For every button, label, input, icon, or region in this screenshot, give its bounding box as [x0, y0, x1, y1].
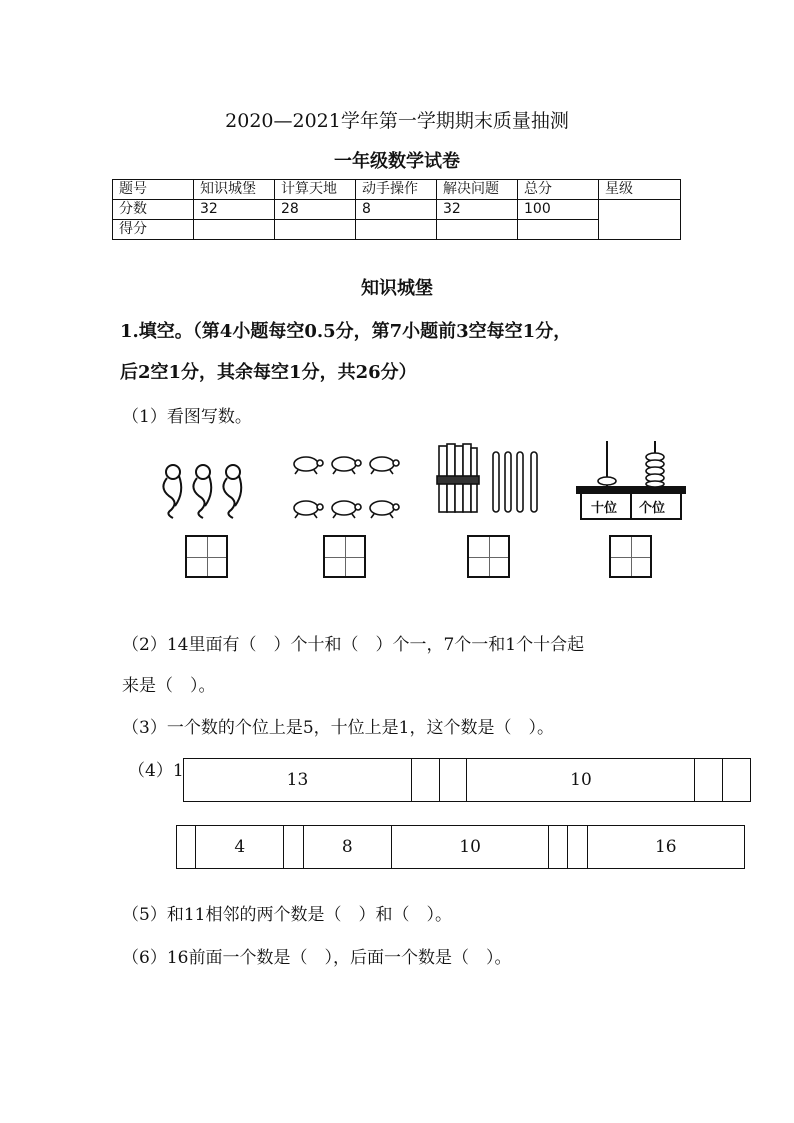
- score-cell: 得分: [113, 220, 194, 240]
- sequence-cell[interactable]: [568, 826, 587, 869]
- turtle-icon: [370, 457, 399, 474]
- question-1-line1: 1.填空。（第4小题每空0.5分，第7小题前3空每空1分，: [120, 321, 572, 342]
- abacus-picture: [575, 437, 687, 522]
- sticks-picture: [435, 440, 550, 520]
- turtle-icon: [370, 501, 399, 518]
- sequence-cell[interactable]: [695, 759, 723, 802]
- number-sequence-row-2: [176, 825, 745, 869]
- sequence-cell[interactable]: 10: [391, 826, 548, 869]
- stick-icon: [493, 452, 499, 512]
- turtles-picture: [288, 452, 403, 524]
- answer-box[interactable]: [609, 535, 652, 578]
- abacus-tens-label: 十位: [591, 501, 618, 516]
- sequence-cell[interactable]: 13: [184, 759, 412, 802]
- turtle-icon: [332, 501, 361, 518]
- score-cell: 解决问题: [437, 180, 518, 200]
- question-1-6: （6）16前面一个数是（ ），后面一个数是（ ）。: [122, 948, 512, 968]
- score-cell: 知识城堡: [194, 180, 275, 200]
- score-table: [112, 179, 681, 240]
- sequence-cell[interactable]: [284, 826, 303, 869]
- question-1-3: （3）一个数的个位上是5，十位上是1，这个数是（ ）。: [122, 718, 554, 738]
- score-cell: 32: [437, 200, 518, 220]
- sequence-cell[interactable]: [177, 826, 196, 869]
- score-cell: [194, 220, 275, 240]
- sequence-cell[interactable]: 16: [587, 826, 744, 869]
- turtle-icon: [332, 457, 361, 474]
- score-cell: [275, 220, 356, 240]
- score-cell: [437, 220, 518, 240]
- score-cell: 28: [275, 200, 356, 220]
- score-cell: 动手操作: [356, 180, 437, 200]
- stick-icon: [505, 452, 511, 512]
- score-cell: 8: [356, 200, 437, 220]
- score-cell: 100: [518, 200, 599, 220]
- sequence-cell[interactable]: 4: [196, 826, 284, 869]
- abacus-bead-icon: [646, 481, 664, 487]
- question-1-line2: 后2空1分，其余每空1分，共26分）: [120, 362, 417, 383]
- question-1-2-line1: （2）14里面有（ ）个十和（ ）个一，7个一和1个十合起: [122, 635, 585, 655]
- exam-subtitle: 一年级数学试卷: [334, 151, 460, 172]
- seahorse-icon: [193, 465, 211, 518]
- seahorse-picture: [155, 460, 255, 520]
- turtle-icon: [294, 457, 323, 474]
- score-cell: 题号: [113, 180, 194, 200]
- score-cell: 星级: [599, 180, 681, 200]
- question-1-5: （5）和11相邻的两个数是（ ）和（ ）。: [122, 905, 452, 925]
- question-1-4-label: （4）1: [128, 761, 184, 781]
- sequence-cell[interactable]: 8: [303, 826, 391, 869]
- answer-box[interactable]: [323, 535, 366, 578]
- section-title: 知识城堡: [361, 278, 433, 299]
- sequence-cell[interactable]: [439, 759, 467, 802]
- sequence-cell[interactable]: [723, 759, 751, 802]
- abacus-bead-icon: [598, 477, 616, 485]
- question-1-1: （1）看图写数。: [122, 407, 252, 427]
- score-table-earned-row: [113, 220, 681, 240]
- seahorse-icon: [223, 465, 241, 518]
- seahorse-icon: [163, 465, 181, 518]
- score-table-points-row: [113, 200, 681, 220]
- number-sequence-row-1: [183, 758, 751, 802]
- answer-box[interactable]: [185, 535, 228, 578]
- sequence-cell[interactable]: [549, 826, 568, 869]
- abacus-ones-label: 个位: [639, 501, 666, 516]
- star-rating-cell: [599, 200, 681, 240]
- score-cell: [356, 220, 437, 240]
- score-cell: [518, 220, 599, 240]
- turtle-icon: [294, 501, 323, 518]
- stick-icon: [531, 452, 537, 512]
- sequence-cell[interactable]: [411, 759, 439, 802]
- stick-bundle-icon: [437, 444, 479, 512]
- score-cell: 总分: [518, 180, 599, 200]
- score-cell: 分数: [113, 200, 194, 220]
- sequence-cell[interactable]: 10: [467, 759, 695, 802]
- question-1-2-line2: 来是（ ）。: [122, 676, 216, 696]
- score-cell: 计算天地: [275, 180, 356, 200]
- score-table-header-row: [113, 180, 681, 200]
- exam-title: 2020—2021学年第一学期期末质量抽测: [225, 110, 569, 132]
- score-cell: 32: [194, 200, 275, 220]
- stick-icon: [517, 452, 523, 512]
- answer-box[interactable]: [467, 535, 510, 578]
